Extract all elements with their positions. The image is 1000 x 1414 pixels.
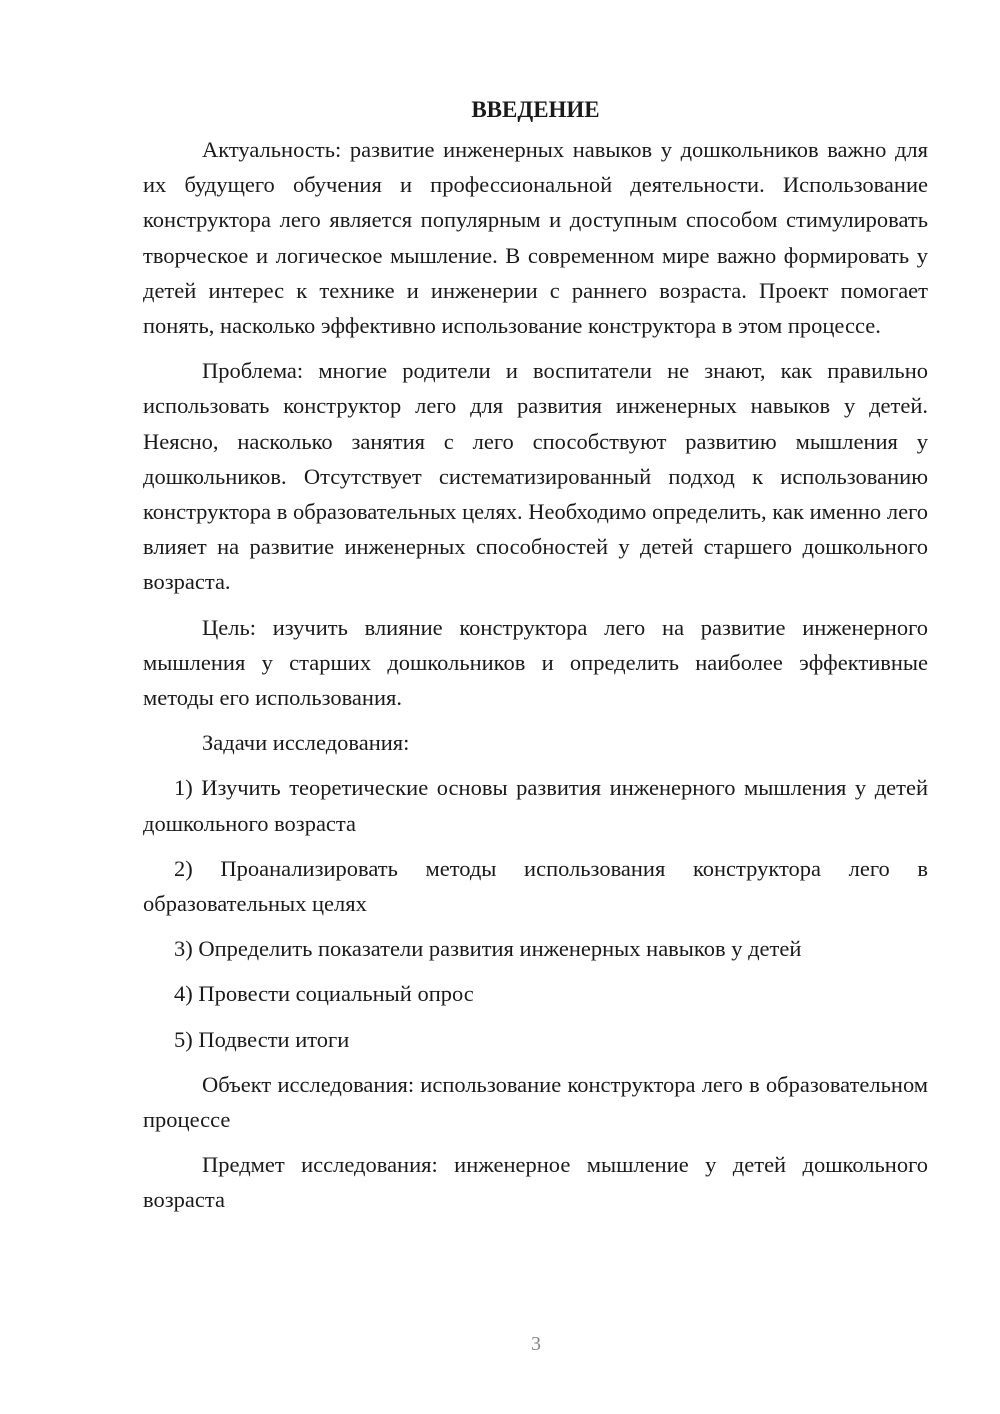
task-item-5: 5) Подвести итоги (174, 1026, 350, 1052)
problem-paragraph: Проблема: многие родители и воспитатели не знают, как правильно использовать конструктор лего для развития инженерных навыков у детей. Неясно, насколько занятия с лего способствуют развитию мышления у дошкольников. Отсутствует систематизированный подход к использованию конструктора в образовательных целях. Необходимо определить, как именно лего влияет на развитие инженерных способностей у детей старшего дошкольного возраста. (143, 358, 928, 595)
task-item-4: 4) Провести социальный опрос (174, 981, 474, 1007)
task-item-3: 3) Определить показатели развития инженерных навыков у детей (174, 936, 802, 962)
document-page (143, 92, 928, 1228)
page-title: ВВЕДЕНИЕ (471, 97, 600, 122)
task-item-2: 2) Проанализировать методы использования конструктора лего в образовательных целях (143, 855, 928, 917)
relevance-paragraph: Актуальность: развитие инженерных навыков у дошкольников важно для их будущего обучения и профессиональной деятельности. Использование конструктора лего является популярным и доступным способом стимулировать творческое и логическое мышление. В современном мире важно формировать у детей интерес к технике и инженерии с раннего возраста. Проект помогает понять, насколько эффективно использование конструктора в этом процессе. (143, 137, 928, 339)
page-number: 3 (531, 1333, 541, 1355)
subject-paragraph: Предмет исследования: инженерное мышление у детей дошкольного возраста (143, 1152, 928, 1213)
task-item-1: 1) Изучить теоретические основы развития инженерного мышления у детей дошкольного возраста (143, 775, 928, 836)
goal-paragraph: Цель: изучить влияние конструктора лего на развитие инженерного мышления у старших дошкольников и определить наиболее эффективные методы его использования. (143, 614, 928, 711)
tasks-heading: Задачи исследования: (202, 730, 410, 756)
object-paragraph: Объект исследования: использование конструктора лего в образовательном процессе (143, 1071, 928, 1133)
